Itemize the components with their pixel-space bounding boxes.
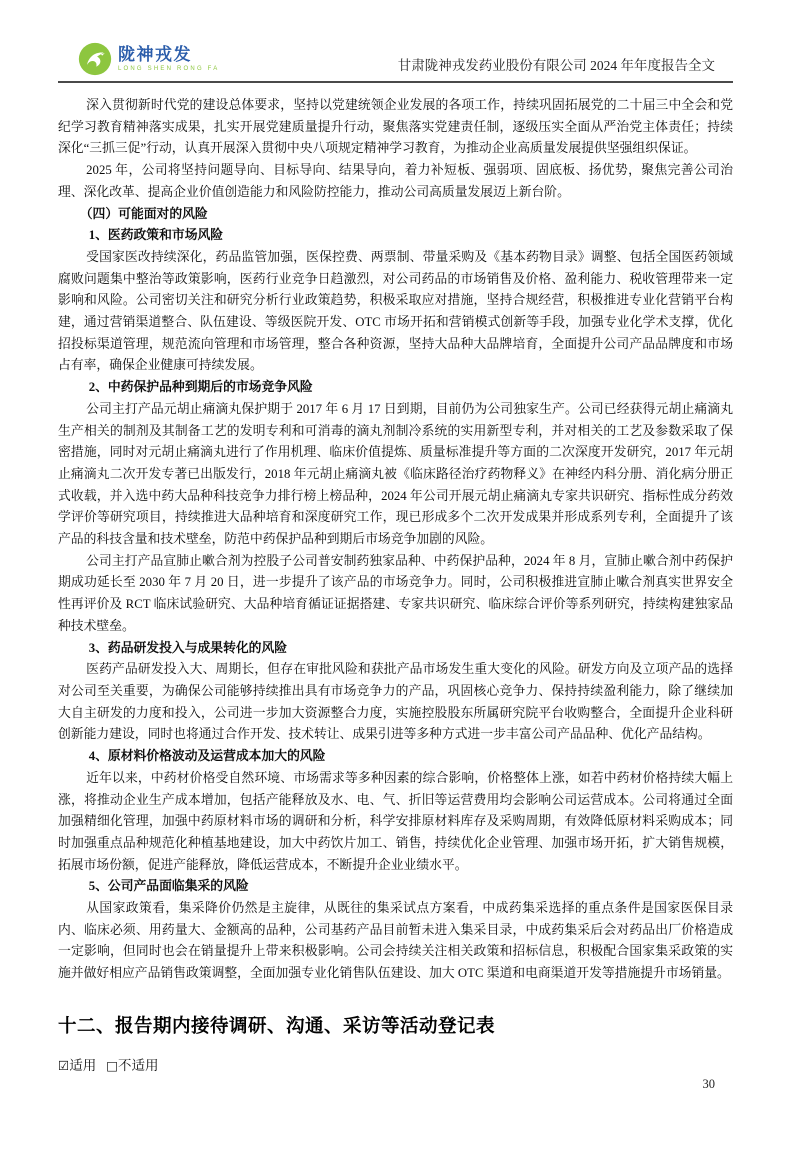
section-heading: （四）可能面对的风险 (79, 206, 208, 221)
logo-brand-cn: 陇神戎发 (118, 45, 192, 64)
not-applicable-label: 不适用 (118, 1057, 159, 1073)
body-paragraph: 深入贯彻新时代党的建设总体要求，坚持以党建统领企业发展的各项工作，持续巩固拓展党的二十届三中全会和党纪学习教育精神落实成果，扎实开展党建质量提升行动，聚焦落实党建责任制，逐级压实全面从严治党主体责任；持续深化“三抓三促”行动，认真开展深入贯彻中央八项规定精神学习教育，为推动企业高质量发展提供坚强组织保证。 (58, 98, 733, 156)
report-page (0, 42, 793, 1164)
body-paragraph: 公司主打产品宣肺止嗽合剂为控股子公司普安制药独家品种、中药保护品种，2024 年 8 月，宣肺止嗽合剂中药保护期成功延长至 2030 年 7 月 20 日，进一步提升了该产品的市场竞争力。同时，公司积极推进宣肺止嗽合剂真实世界安全性再评价及 RCT 临床试验研究、大品种培育循证证据搭建、专家共识研究、临床综合评价等系列研究，持续构建独家品种技术壁垒。 (58, 553, 733, 633)
risk-heading-5: 5、公司产品面临集采的风险 (88, 879, 249, 894)
risk-heading-4: 4、原材料价格波动及运营成本加大的风险 (88, 749, 326, 764)
body-paragraph: 公司主打产品元胡止痛滴丸保护期于 2017 年 6 月 17 日到期，目前仍为公司独家生产。公司已经获得元胡止痛滴丸生产相关的制剂及其制备工艺的发明专利和可消毒的滴丸剂制冷系统的实用新型专利，并对相关的工艺及参数采取了保密措施，同时对元胡止痛滴丸进行了作用机理、临床价值提炼、质量标准提升等方面的二次深度开发研究，2017 年元胡止痛滴丸二次开发专著已出版发行，2018 年元胡止痛滴丸被《临床路径治疗药物释义》在神经内科分册、消化病分册正式收载，并入选中药大品种科技竞争力排行榜上榜品种，2024 年公司开展元胡止痛滴丸专家共识研究、指标性成分药效学评价等研究项目，持续推进大品种培育和深度研究工作，现已形成多个二次开发成果并形成系列专利，全面提升了该产品的科技含量和技术壁垒，防范中药保护品种到期后市场竞争加剧的风险。 (58, 401, 733, 547)
report-body (58, 95, 733, 985)
report-title: 甘肃陇神戎发药业股份有限公司 2024 年年度报告全文 (397, 58, 715, 73)
risk-heading-2: 2、中药保护品种到期后的市场竞争风险 (88, 380, 313, 395)
logo-text (118, 46, 219, 72)
applicable-label: 适用 (69, 1057, 97, 1073)
company-logo (78, 42, 219, 76)
checkbox-checked-icon: ☑ (58, 1057, 70, 1073)
body-paragraph: 医药产品研发投入大、周期长，但存在审批风险和获批产品市场发生重大变化的风险。研发方向及立项产品的选择对公司至关重要，为确保公司能够持续推出具有市场竞争力的产品，巩固核心竞争力、保持持续盈利能力，除了继续加大自主研发的力度和投入，公司进一步加大资源整合力度，实施控股股东所属研究院平台收购整合，全面提升企业科研创新能力建设，同时也将通过合作开发、技术转让、成果引进等多种方式进一步丰富公司产品品种、优化产品结构。 (58, 662, 733, 742)
section-12-heading: 十二、报告期内接待调研、沟通、采访等活动登记表 (58, 1016, 496, 1037)
logo-bird-icon (78, 42, 112, 76)
checkbox-unchecked-icon: □ (106, 1057, 119, 1073)
body-paragraph: 近年以来，中药材价格受自然环境、市场需求等多种因素的综合影响，价格整体上涨，如若中药材价格持续大幅上涨，将推动企业生产成本增加，包括产能释放及水、电、气、折旧等运营费用均会影响公司运营成本。公司将通过全面加强精细化管理，加强中药原材料市场的调研和分析，科学安排原材料库存及采购周期，有效降低原材料采购成本；同时加强重点品种规范化种植基地建设，加大中药饮片加工、销售，持续优化企业管理、加强市场开拓，扩大销售规模，拓展市场份额，促进产能释放，降低运营成本，不断提升企业业绩水平。 (58, 770, 733, 872)
applicability-row (58, 1054, 733, 1074)
body-paragraph: 从国家政策看，集采降价仍然是主旋律，从既往的集采试点方案看，中成药集采选择的重点条件是国家医保目录内、临床必须、用药量大、金额高的品种，公司基药产品目前暂未进入集采目录，中成药集采后会对药品出厂价格造成一定影响，但同时也会在销量提升上带来积极影响。公司会持续关注相关政策和招标信息，积极配合国家集采政策的实施并做好相应产品销售政策调整，全面加强专业化销售队伍建设、加大 OTC 渠道和电商渠道开发等措施提升市场销量。 (58, 901, 733, 981)
risk-heading-3: 3、药品研发投入与成果转化的风险 (88, 640, 288, 655)
body-paragraph: 2025 年，公司将坚持问题导向、目标导向、结果导向，着力补短板、强弱项、固底板、扬优势，聚焦完善公司治理、深化改革、提高企业价值创造能力和风险防控能力，推动公司高质量发展迈上新台阶。 (58, 163, 733, 199)
page-number: 30 (702, 1077, 715, 1091)
logo-brand-en: LONG SHEN RONG FA (118, 66, 220, 72)
page-header (58, 42, 733, 83)
risk-heading-1: 1、医药政策和市场风险 (88, 228, 224, 243)
body-paragraph: 受国家医改持续深化，药品监管加强，医保控费、两票制、带量采购及《基本药物目录》调整、包括全国医药领域腐败问题集中整治等政策影响，医药行业竞争日趋激烈，对公司药品的市场销售及价格、盈利能力、税收管理带来一定影响和风险。公司密切关注和研究分析行业政策趋势，积极采取应对措施，坚持合规经营，积极推进专业化营销平台构建，通过营销渠道整合、队伍建设、等级医院开发、OTC 市场开拓和营销模式创新等手段，加强专业化学术支撑，优化招投标渠道管理，规范流向管理和市场管理，整合各种资源，坚持大品种大品牌培育，全面提升公司产品品牌度和市场占有率，确保企业健康可持续发展。 (58, 249, 733, 373)
